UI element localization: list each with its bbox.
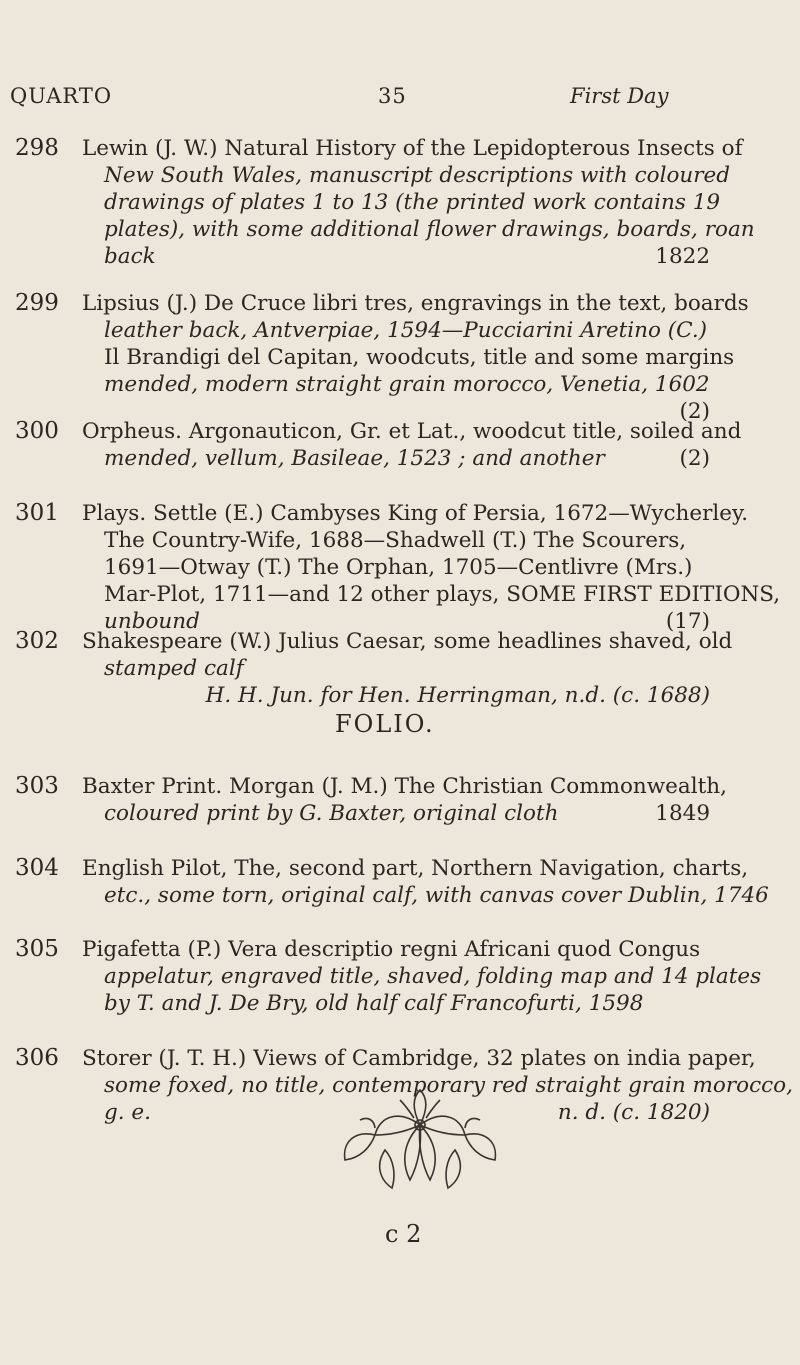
lot-number: 303: [15, 773, 59, 799]
entry-line: coloured print by G. Baxter, original cloth 1849: [104, 801, 710, 826]
entry-line: Baxter Print. Morgan (J. M.) The Christian Commonwealth,: [82, 774, 727, 799]
entry-line: Il Brandigi del Capitan, woodcuts, title and some margins: [104, 345, 735, 370]
entry-line: back 1822: [104, 244, 710, 269]
entry-line: Orpheus. Argonauticon, Gr. et Lat., woodcut title, soiled and: [82, 419, 742, 444]
entry-line: unbound (17): [104, 609, 710, 634]
entry-date: 1822: [655, 244, 710, 269]
entry-line: 1691—Otway (T.) The Orphan, 1705—Centlivre (Mrs.): [104, 555, 693, 580]
floral-ornament-icon: [330, 1080, 510, 1200]
entry-line: Lipsius (J.) De Cruce libri tres, engravings in the text, boards: [82, 291, 749, 316]
entry-line: leather back, Antverpiae, 1594—Pucciarini Aretino (C.): [104, 318, 708, 343]
entry-line: Mar-Plot, 1711—and 12 other plays, SOME FIRST EDITIONS,: [104, 582, 781, 607]
entry-line: mended, vellum, Basileae, 1523 ; and another (2): [104, 446, 710, 471]
entry-line: drawings of plates 1 to 13 (the printed work contains 19: [104, 190, 721, 215]
entry-count: (2): [679, 446, 710, 471]
entry-line: by T. and J. De Bry, old half calf Francofurti, 1598: [104, 991, 644, 1016]
entry-line: Plays. Settle (E.) Cambyses King of Persia, 1672—Wycherley.: [82, 501, 749, 526]
lot-number: 305: [15, 936, 59, 962]
entry-line: g. e. n. d. (c. 1820): [104, 1100, 710, 1125]
entry-line: New South Wales, manuscript descriptions with coloured: [104, 163, 730, 188]
entry-date: 1849: [655, 801, 710, 826]
header-right: First Day: [570, 84, 669, 108]
entry-line: Pigafetta (P.) Vera descriptio regni Africani quod Congus: [82, 937, 701, 962]
lot-number: 298: [15, 135, 59, 161]
entry-line: etc., some torn, original calf, with canvas cover Dublin, 1746: [104, 883, 769, 908]
entry-line: plates), with some additional flower drawings, boards, roan: [104, 217, 755, 242]
header-left: QUARTO: [10, 84, 113, 108]
entry-count: (2): [679, 399, 710, 424]
entry-line: English Pilot, The, second part, Northern Navigation, charts,: [82, 856, 749, 881]
entry-date: n. d. (c. 1820): [557, 1100, 710, 1125]
entry-line: Lewin (J. W.) Natural History of the Lepidopterous Insects of: [82, 136, 743, 161]
entry-line: stamped calf: [104, 656, 244, 681]
signature-mark: c 2: [385, 1220, 422, 1248]
section-heading: FOLIO.: [335, 710, 435, 738]
entry-line: H. H. Jun. for Hen. Herringman, n.d. (c. 1688): [205, 683, 710, 708]
entry-line: Shakespeare (W.) Julius Caesar, some headlines shaved, old: [82, 629, 733, 654]
entry-line: some foxed, no title, contemporary red straight grain morocco,: [104, 1073, 793, 1098]
lot-number: 299: [15, 290, 59, 316]
lot-number: 304: [15, 855, 59, 881]
entry-line: Storer (J. T. H.) Views of Cambridge, 32 plates on india paper,: [82, 1046, 756, 1071]
lot-number: 306: [15, 1045, 59, 1071]
page-number: 35: [378, 84, 407, 108]
entry-line: The Country-Wife, 1688—Shadwell (T.) The Scourers,: [104, 528, 687, 553]
lot-number: 302: [15, 628, 59, 654]
entry-count: (17): [665, 609, 710, 634]
entry-line: mended, modern straight grain morocco, Venetia, 1602 (2): [104, 372, 710, 424]
entry-line: appelatur, engraved title, shaved, folding map and 14 plates: [104, 964, 762, 989]
running-header: [10, 84, 710, 124]
lot-number: 300: [15, 418, 59, 444]
lot-number: 301: [15, 500, 59, 526]
